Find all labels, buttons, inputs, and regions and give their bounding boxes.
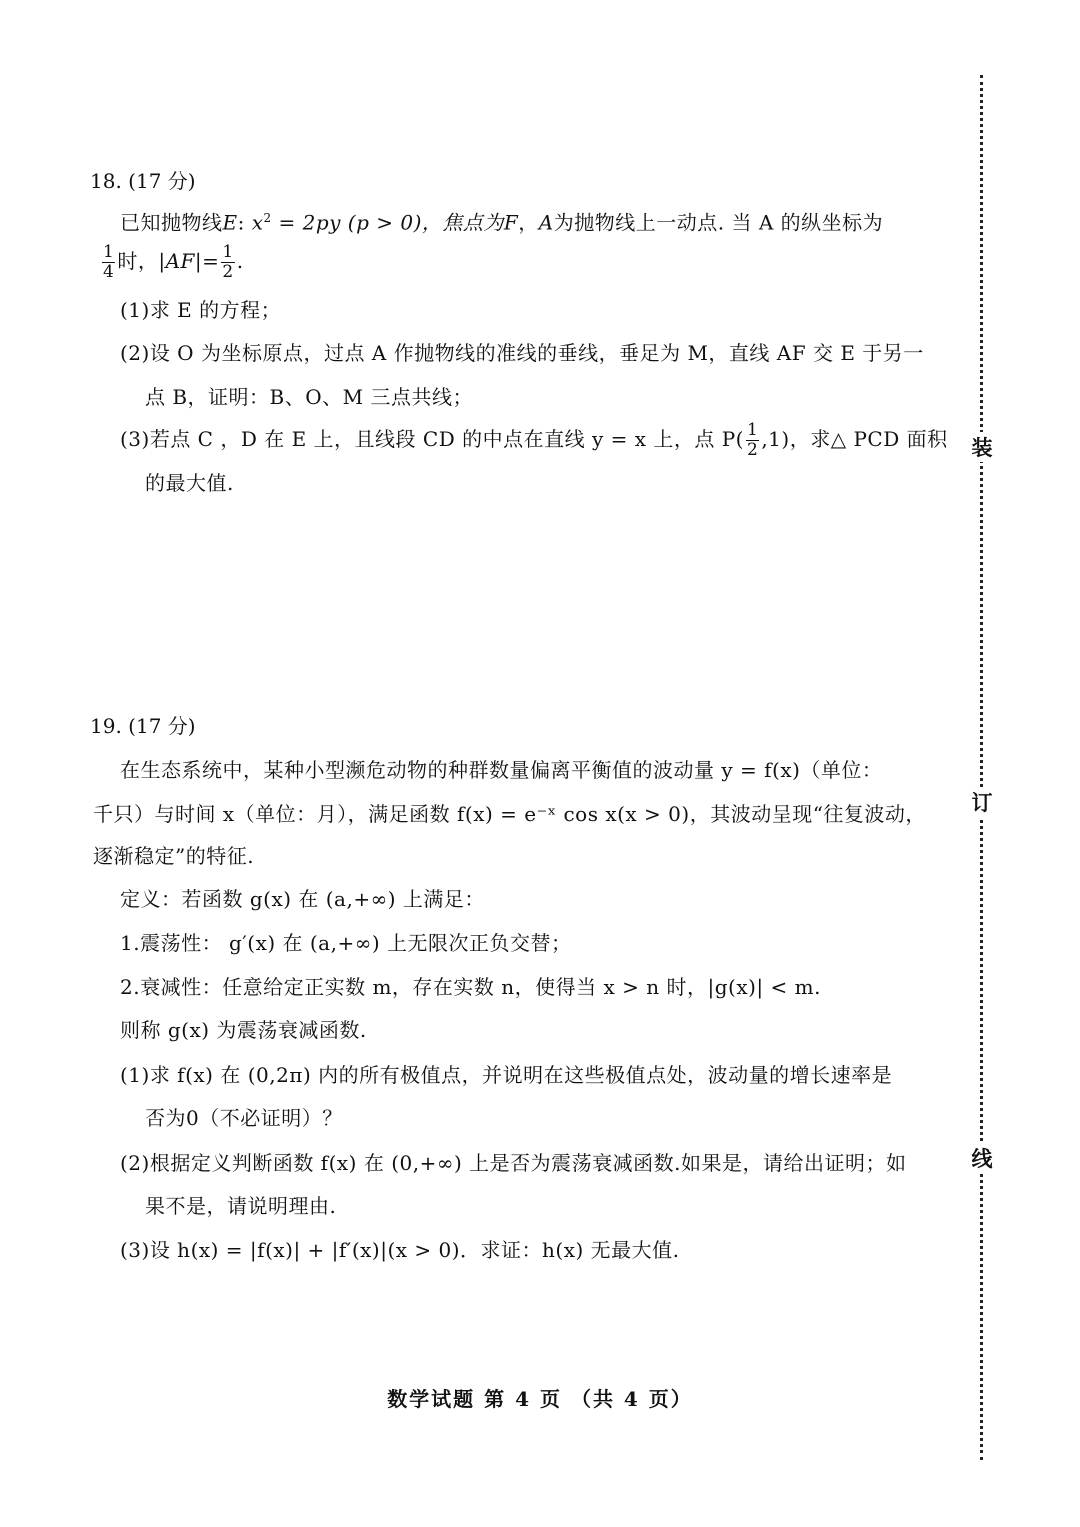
q18-var-A: A [538,210,554,235]
q19-part2-line1: (2)根据定义判断函数 f(x) 在 (0,+∞) 上是否为震荡衰减函数.如果是，请给出证明；如 [120,1151,907,1175]
q18-part1: (1)求 E 的方程； [120,298,282,322]
q18-part3-line1 [120,420,948,460]
q19-part3: (3)设 h(x) = |f(x)| + |f′(x)|(x > 0)．求证：h(x) 无最大值. [120,1238,680,1262]
frac-den: 4 [103,262,115,282]
q18-stem-line2 [100,242,244,282]
q18-frac-quarter [102,243,115,282]
q18-frac-half [221,243,234,282]
q18-equation: = 2py (p > 0)，焦点为 [271,210,504,235]
q19-part1-line1: (1)求 f(x) 在 (0,2π) 内的所有极值点，并说明在这些极值点处，波动量的增长速率是 [120,1063,893,1087]
q18-frac-half-p [746,421,759,460]
q18-part2-line2: 点 B，证明：B、O、M 三点共线； [145,385,473,409]
q18-var-E: E [222,210,238,235]
q19-part1-line2: 否为0（不必证明）？ [145,1106,343,1130]
frac-num: 1 [103,242,115,262]
q19-def-conclusion: 则称 g(x) 为震荡衰减函数. [120,1018,367,1042]
q18-part2-line1: (2)设 O 为坐标原点，过点 A 作抛物线的准线的垂线，垂足为 M，直线 AF 交 E 于另一 [120,341,924,365]
q18-dot: . [236,249,244,273]
q18-stem-tail: 为抛物线上一动点. 当 A 的纵坐标为 [553,210,884,235]
q18-comma: ， [518,210,539,235]
q18-when: 时，| [117,249,166,273]
q19-definition: 定义：若函数 g(x) 在 (a,+∞) 上满足： [120,887,485,911]
q19-stem-line1: 在生态系统中，某种小型濒危动物的种群数量偏离平衡值的波动量 y = f(x)（单位： [120,758,883,782]
binding-char-ding: 订 [968,787,996,817]
frac-num: 1 [222,242,234,262]
q18-colon: : [237,210,252,235]
binding-dotted-line [980,75,991,1460]
q18-stem-text: 已知抛物线 [120,210,223,235]
q19-part2-line2: 果不是，请说明理由. [145,1194,337,1218]
q18-eq: |= [194,249,220,273]
q18-exp: 2 [263,211,272,225]
frac-den: 2 [222,262,234,282]
frac-num: 1 [747,420,759,440]
q18-part3-line2: 的最大值. [145,471,234,495]
q19-stem-line3: 逐渐稳定”的特征. [93,844,255,868]
q18-var-AF: AF [165,249,195,273]
frac-den: 2 [747,440,759,460]
q18-var-x: x [251,210,264,235]
q19-def-oscillation: 1.震荡性： g′(x) 在 (a,+∞) 上无限次正负交替； [120,931,572,955]
q19-stem-line2: 千只）与时间 x（单位：月），满足函数 f(x) = e⁻ˣ cos x(x > 0)，其波动呈现“往复波动， [93,802,926,826]
q18-part3-tail: ,1)，求△ PCD 面积 [761,427,948,451]
q18-var-F: F [503,210,519,235]
q18-stem-line1 [120,205,883,236]
binding-char-zhuang: 装 [968,432,996,462]
q18-part3-text: (3)若点 C ，D 在 E 上，且线段 CD 的中点在直线 y = x 上，点 P( [120,427,744,451]
page-footer: 数学试题 第 4 页 （共 4 页） [387,1387,693,1411]
binding-char-xian: 线 [968,1143,996,1173]
q19-heading: 19. (17 分) [90,714,196,738]
q18-heading: 18. (17 分) [90,169,196,193]
q19-def-decay: 2.衰减性：任意给定正实数 m，存在实数 n，使得当 x > n 时，|g(x)| < m. [120,975,821,999]
